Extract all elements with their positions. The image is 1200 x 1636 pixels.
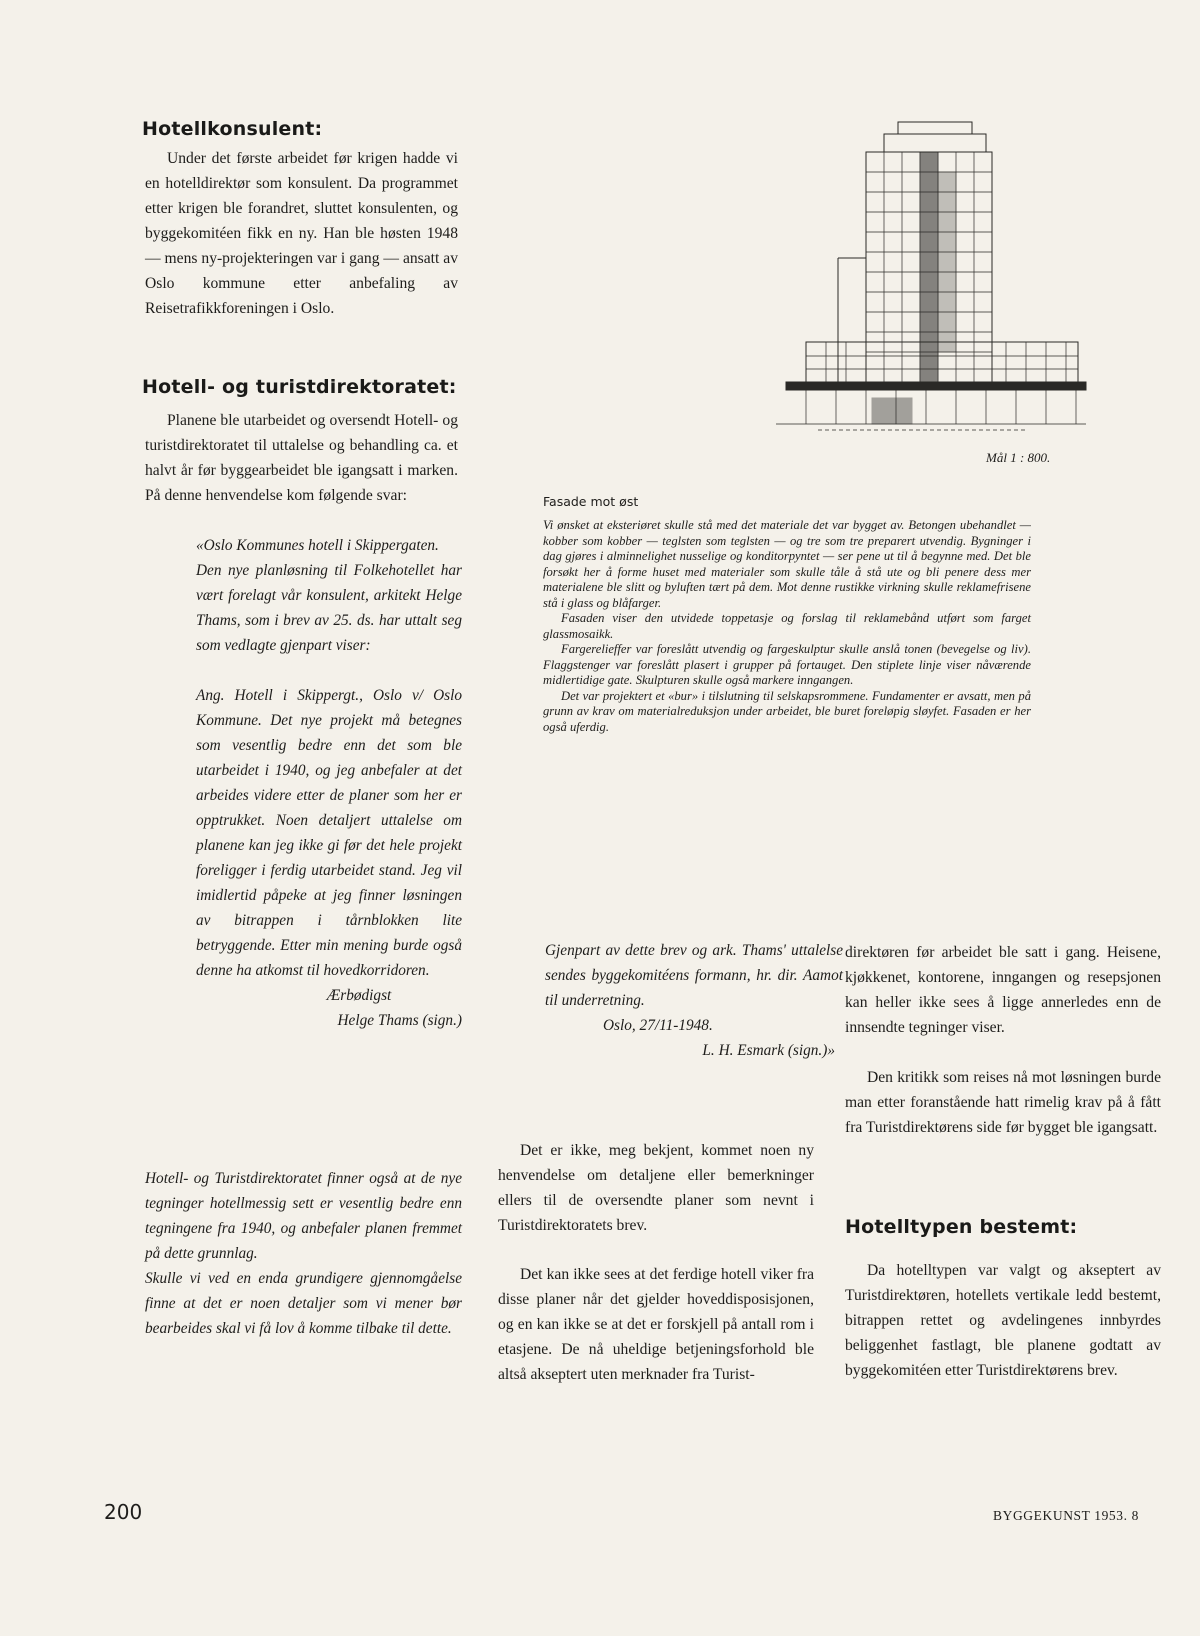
drawing-scale: Mål 1 : 800. [986,450,1051,465]
paragraph-hotellkonsulent: Under det første arbeidet før krigen hadde vi en hotelldirektør som konsulent. Da programmet etter krigen ble forandret, sluttet konsulenten, og byggekomitéen fikk en ny. Han ble høsten 1948 — mens ny-projekteringen var i gang — ansatt av Oslo kommune etter anbefaling av Reisetrafikkforeningen i Oslo. [145,150,458,317]
figure-caption-title: Fasade mot øst [543,494,639,509]
facade-east-drawing [776,118,1096,434]
heading-hotellkonsulent: Hotellkonsulent: [142,118,323,140]
letter-salutation: «Oslo Kommunes hotell i Skippergaten. [196,537,439,554]
figure-caption [543,518,1031,735]
letter-quote-left [196,533,462,1033]
letter-closing: Ærbødigst [326,987,392,1004]
caption-paragraph-3: Fargerelieffer var foreslått utvendig og fargeskulptur skulle anslå tonen (bevegelse og liv). Flaggstenger var foreslått plasert i grupper på fortauget. Den stiplete linje viser nåværende midlertidige gate. Skulpturen skulle også markere inngangen. [543,642,1031,687]
page-number: 200 [104,1500,143,1524]
letter-quote-middle [545,938,843,1063]
heading-turistdirektoratet: Hotell- og turistdirektoratet: [142,376,457,398]
magazine-issue: BYGGEKUNST 1953. 8 [993,1508,1139,1523]
letter-spacer [196,658,462,683]
letter-paragraph-2: Ang. Hotell i Skippergt., Oslo v/ Oslo Kommune. Det nye projekt må betegnes som vesentlig bedre enn det som ble utarbeidet i 1940, og jeg anbefaler at det arbeides videre etter de planer som her er opptrukket. Noen detaljert uttalelse om planene kan jeg ikke gi før det hele projekt foreligger i ferdig utarbeidet stand. Jeg vil imidlertid påpeke at jeg finner løsningen av bitrappen i tårnblokken lite betryggende. Etter min mening burde også denne ha atkomst til hovedkorridoren. [196,687,462,979]
letter-sender: L. H. Esmark (sign.)» [702,1042,835,1059]
paragraph-right-2: Den kritikk som reises nå mot løsningen burde man etter foranstående hatt rimelig krav på å fått fra Turistdirektørens side før bygget ble igangsatt. [845,1069,1161,1136]
letter-paragraph-5: Gjenpart av dette brev og ark. Thams' uttalelse sendes byggekomitéens formann, hr. dir. Aamot til underretning. [545,942,843,1009]
caption-paragraph-4: Det var projektert et «bur» i tilslutning til selskapsrommene. Fundamenter er avsatt, men på grunn av krav om materialreduksjon under arbeidet, ble buret foreløpig sløyfet. Fasaden er her også uferdig. [543,688,1031,734]
paragraph-middle-1: Det er ikke, meg bekjent, kommet noen ny henvendelse om detaljene eller bemerkninger ellers til de oversendte planer som nevnt i Turistdirektoratets brev. [498,1142,814,1234]
paragraph-right-1: direktøren før arbeidet ble satt i gang. Heisene, kjøkkenet, kontorene, inngangen og resepsjonen kan heller ikke sees å ligge annerledes enn de innsendte tegninger viser. [845,944,1161,1036]
paragraph-right-3: Da hotelltypen var valgt og akseptert av Turistdirektøren, hotellets vertikale ledd bestemt, bitrappen rettet og avdelingenes innbyrdes beliggenhet fastlagt, ble planene godtatt av byggekomitéen etter Turistdirektørens brev. [845,1262,1161,1379]
letter-place-date: Oslo, 27/11-1948. [603,1017,713,1034]
letter-paragraph-4: Skulle vi ved en enda grundigere gjennomgåelse finne at det er noen detaljer som vi mener bør bearbeides skal vi få lov å komme tilbake til dette. [145,1270,462,1337]
letter-paragraph-1: Den nye planløsning til Folkehotellet har vært forelagt vår konsulent, arkitekt Helge Thams, som i brev av 25. ds. har uttalt seg som vedlagte gjenpart viser: [196,562,462,654]
paragraph-middle-2: Det kan ikke sees at det ferdige hotell viker fra disse planer når det gjelder hoveddisposisjonen, og en kan ikke se at det er forskjell på antall rom i etasjene. De nå uheldige betjeningsforhold ble altså akseptert uten merknader fra Turist- [498,1266,814,1383]
letter-paragraph-3: Hotell- og Turistdirektoratet finner også at de nye tegninger hotellmessig sett er vesentlig bedre enn tegningene fra 1940, og anbefaler planen fremmet på dette grunnlag. [145,1170,462,1262]
heading-hotelltypen: Hotelltypen bestemt: [845,1216,1078,1238]
letter-quote-left-lower [145,1166,462,1341]
caption-paragraph-2: Fasaden viser den utvidede toppetasje og forslag til reklamebånd utført som farget glassmosaikk. [543,611,1031,641]
paragraph-turistdirektoratet-intro: Planene ble utarbeidet og oversendt Hotell- og turistdirektoratet til uttalelse og behandling ca. et halvt år før byggearbeidet ble igangsatt i marken. På denne henvendelse kom følgende svar: [145,412,458,504]
caption-paragraph-1: Vi ønsket at eksteriøret skulle stå med det materiale det var bygget av. Betongen ubehandlet — kobber som kobber — teglsten som teglsten — og tre som tre preparert utvendig. Bygninger i dag gjøres i alminnelighet nusselige og konditorpyntet — ser pene ut til å begynne med. Det ble forsøkt her å forme huset med materialer som skulle tåle å stå ute og bli penere dess mer materialene ble slitt og byluften tært på dem. Mot denne rustikke virkning skulle reklamefrisene stå i glass og blåfarger. [543,518,1031,610]
letter-signature: Helge Thams (sign.) [337,1012,462,1029]
